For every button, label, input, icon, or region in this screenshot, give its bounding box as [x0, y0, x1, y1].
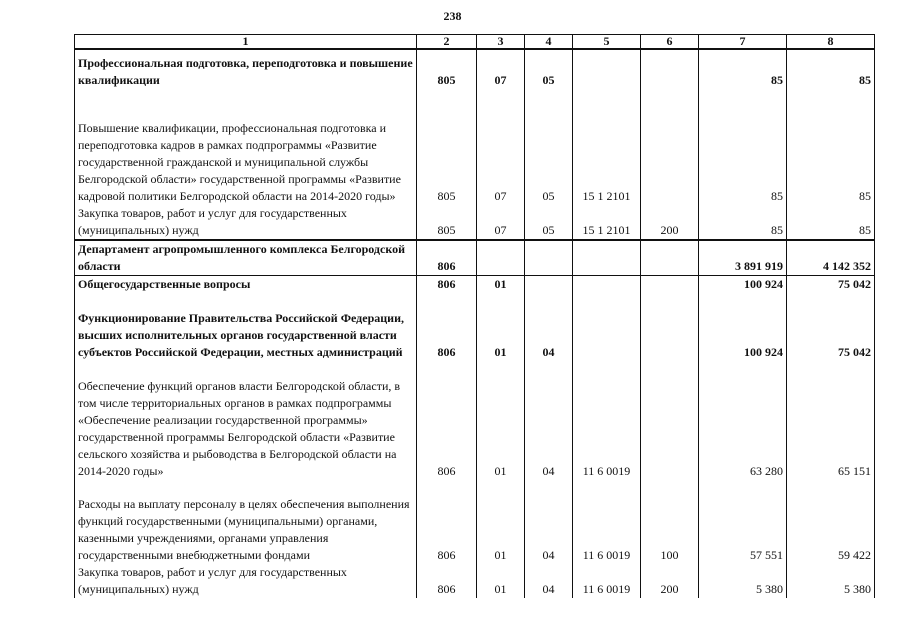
expense-type-cell — [641, 293, 699, 361]
amount-year2-cell: 75 042 — [787, 293, 875, 361]
table-row — [75, 205, 875, 240]
subsection-code-cell: 05 — [525, 89, 573, 205]
table-row — [75, 480, 875, 564]
section-code-cell: 07 — [477, 89, 525, 205]
amount-year2-cell: 5 380 — [787, 564, 875, 598]
amount-year1-cell: 63 280 — [699, 361, 787, 480]
expense-type-cell — [641, 240, 699, 276]
amount-year1-cell: 85 — [699, 205, 787, 240]
row-name-cell: Обеспечение функций органов власти Белгородской области, в том числе территориальных органов в рамках подпрограммы «Обеспечение реализации государственной программы» государственной программы Белгородской области «Развитие сельского хозяйства и рыбоводства в Белгородской области на 2014-2020 годы» — [75, 361, 417, 480]
amount-year1-cell: 57 551 — [699, 480, 787, 564]
gr-code-cell: 806 — [417, 240, 477, 276]
target-article-cell: 15 1 2101 — [573, 89, 641, 205]
target-article-cell — [573, 276, 641, 294]
budget-table — [74, 34, 875, 598]
amount-year1-cell: 85 — [699, 49, 787, 89]
page-number: 238 — [443, 9, 462, 23]
amount-year2-cell: 85 — [787, 205, 875, 240]
section-code-cell: 01 — [477, 361, 525, 480]
row-name-cell: Повышение квалификации, профессиональная подготовка и переподготовка кадров в рамках подпрограммы «Развитие государственной гражданской и муниципальной службы Белгородской области» государственной программы «Развитие кадровой политики Белгородской области на 2014-2020 годы» — [75, 89, 417, 205]
gr-code-cell: 806 — [417, 361, 477, 480]
row-name-cell: Расходы на выплату персоналу в целях обеспечения выполнения функций государственными (муниципальными) органами, казенными учреждениями, органами управления государственными внебюджетными фондами — [75, 480, 417, 564]
target-article-cell — [573, 240, 641, 276]
target-article-cell: 15 1 2101 — [573, 205, 641, 240]
target-article-cell: 11 6 0019 — [573, 361, 641, 480]
column-header: 3 — [477, 35, 525, 50]
gr-code-cell: 806 — [417, 293, 477, 361]
expense-type-cell — [641, 89, 699, 205]
expense-type-cell: 100 — [641, 480, 699, 564]
column-header: 7 — [699, 35, 787, 50]
section-code-cell: 01 — [477, 480, 525, 564]
section-code-cell: 07 — [477, 205, 525, 240]
amount-year1-cell: 100 924 — [699, 276, 787, 294]
column-header: 4 — [525, 35, 573, 50]
subsection-code-cell: 04 — [525, 293, 573, 361]
amount-year2-cell: 85 — [787, 89, 875, 205]
table-row — [75, 49, 875, 89]
amount-year1-cell: 85 — [699, 89, 787, 205]
amount-year2-cell: 65 151 — [787, 361, 875, 480]
gr-code-cell: 805 — [417, 205, 477, 240]
amount-year2-cell: 75 042 — [787, 276, 875, 294]
subsection-code-cell — [525, 240, 573, 276]
table-header-row — [75, 35, 875, 50]
table-row — [75, 89, 875, 205]
section-code-cell: 01 — [477, 564, 525, 598]
subsection-code-cell: 05 — [525, 205, 573, 240]
target-article-cell — [573, 49, 641, 89]
row-name-cell: Профессиональная подготовка, переподготовка и повышение квалификации — [75, 49, 417, 89]
row-name-cell: Закупка товаров, работ и услуг для государственных (муниципальных) нужд — [75, 564, 417, 598]
section-code-cell — [477, 240, 525, 276]
table-row — [75, 564, 875, 598]
target-article-cell: 11 6 0019 — [573, 564, 641, 598]
section-code-cell: 01 — [477, 293, 525, 361]
column-header: 6 — [641, 35, 699, 50]
gr-code-cell: 806 — [417, 480, 477, 564]
amount-year1-cell: 3 891 919 — [699, 240, 787, 276]
amount-year1-cell: 5 380 — [699, 564, 787, 598]
row-name-cell: Департамент агропромышленного комплекса Белгородской области — [75, 240, 417, 276]
column-header: 8 — [787, 35, 875, 50]
expense-type-cell — [641, 276, 699, 294]
target-article-cell — [573, 293, 641, 361]
target-article-cell: 11 6 0019 — [573, 480, 641, 564]
section-code-cell: 07 — [477, 49, 525, 89]
amount-year1-cell: 100 924 — [699, 293, 787, 361]
section-code-cell: 01 — [477, 276, 525, 294]
gr-code-cell: 805 — [417, 89, 477, 205]
row-name-cell: Общегосударственные вопросы — [75, 276, 417, 294]
row-name-cell: Закупка товаров, работ и услуг для государственных (муниципальных) нужд — [75, 205, 417, 240]
subsection-code-cell: 05 — [525, 49, 573, 89]
gr-code-cell: 806 — [417, 276, 477, 294]
table-row — [75, 361, 875, 480]
amount-year2-cell: 85 — [787, 49, 875, 89]
table-body — [75, 49, 875, 598]
column-header: 5 — [573, 35, 641, 50]
subsection-code-cell: 04 — [525, 361, 573, 480]
amount-year2-cell: 59 422 — [787, 480, 875, 564]
expense-type-cell: 200 — [641, 205, 699, 240]
table-row — [75, 276, 875, 294]
table-row — [75, 293, 875, 361]
amount-year2-cell: 4 142 352 — [787, 240, 875, 276]
subsection-code-cell — [525, 276, 573, 294]
subsection-code-cell: 04 — [525, 564, 573, 598]
subsection-code-cell: 04 — [525, 480, 573, 564]
gr-code-cell: 805 — [417, 49, 477, 89]
gr-code-cell: 806 — [417, 564, 477, 598]
row-name-cell: Функционирование Правительства Российской Федерации, высших исполнительных органов государственной власти субъектов Российской Федерации, местных администраций — [75, 293, 417, 361]
expense-type-cell — [641, 361, 699, 480]
table-row — [75, 240, 875, 276]
column-header: 2 — [417, 35, 477, 50]
column-header: 1 — [75, 35, 417, 50]
expense-type-cell — [641, 49, 699, 89]
expense-type-cell: 200 — [641, 564, 699, 598]
